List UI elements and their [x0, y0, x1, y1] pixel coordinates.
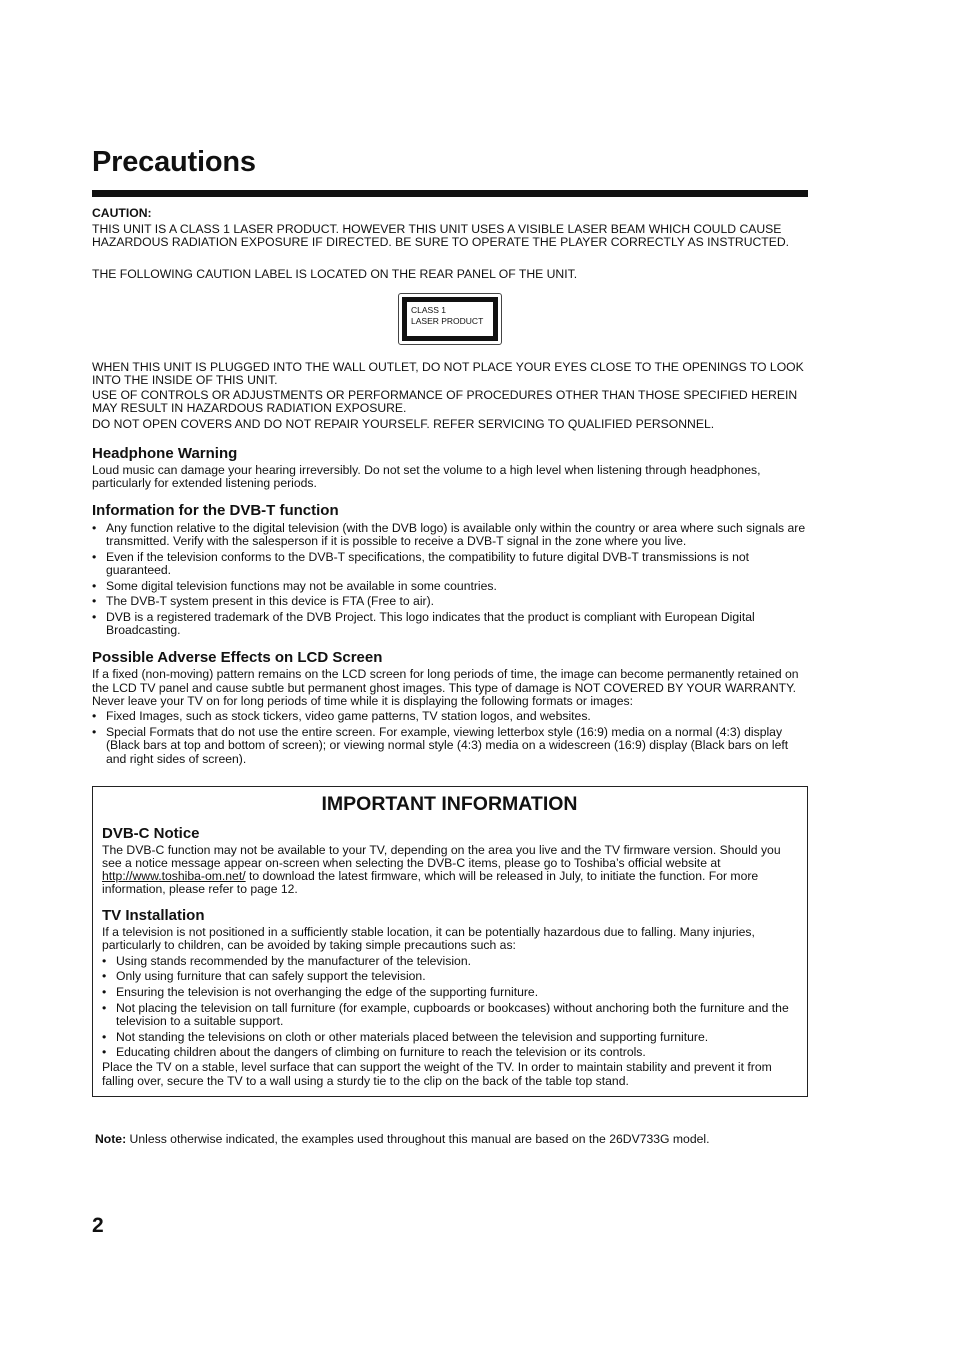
- list-item: • Any function relative to the digital television (with the DVB logo) is available only within the country or area where such signals are transmitted. Verify with the salesperson if it is possible to receive a DVB-T signal in the zone where you live.: [92, 522, 808, 548]
- caution-label-notice: THE FOLLOWING CAUTION LABEL IS LOCATED ON THE REAR PANEL OF THE UNIT.: [92, 266, 578, 281]
- caution-heading: CAUTION:: [92, 206, 152, 220]
- lcd-list: [92, 710, 808, 765]
- list-item: • Not placing the television on tall furniture (for example, cupboards or bookcases) without anchoring both the furniture and the television to a suitable support.: [102, 1002, 797, 1028]
- tv-installation-text: If a television is not positioned in a sufficiently stable location, it can be potentially hazardous due to falling. Many injuries, particularly to children, can be avoided by taking simple precautions such as:: [102, 924, 755, 952]
- main-content: [92, 207, 808, 1146]
- page-title: Precautions: [92, 146, 256, 178]
- laser-label-line2: LASER PRODUCT: [411, 315, 484, 326]
- list-item: • Special Formats that do not use the entire screen. For example, viewing letterbox style (16:9) media on a normal (4:3) display (Black bars at top and bottom of screen); or viewing normal style (4:3) media on a widescreen (16:9) display (Black bars on left and right sides of screen).: [92, 726, 808, 766]
- dvbc-text: [102, 844, 797, 897]
- laser-label-wrap: [92, 293, 808, 345]
- caution-warning: USE OF CONTROLS OR ADJUSTMENTS OR PERFORMANCE OF PROCEDURES OTHER THAN THOSE SPECIFIED HEREIN MAY RESULT IN HAZARDOUS RADIATION EXPOSURE.: [92, 388, 798, 416]
- list-item: • DVB is a registered trademark of the DVB Project. This logo indicates that the product is compliant with European Digital Broadcasting.: [92, 611, 808, 637]
- important-info-box: [92, 786, 808, 1097]
- laser-caution-label: [398, 293, 502, 345]
- list-item: • Not standing the televisions on cloth or other materials placed between the television and supporting furniture.: [102, 1031, 797, 1044]
- list-item: • Educating children about the dangers of climbing on furniture to reach the television or its controls.: [102, 1046, 797, 1059]
- tv-installation-heading: TV Installation: [102, 906, 205, 924]
- tv-installation-closing: Place the TV on a stable, level surface that can support the weight of the TV. In order to maintain stability and prevent it from falling over, secure the TV to a wall using a sturdy tie to the clip on the back of the table top stand.: [102, 1060, 772, 1088]
- list-item: • Even if the television conforms to the DVB-T specifications, the compatibility to future digital DVB-T transmissions is not guaranteed.: [92, 551, 808, 577]
- laser-label-line1: CLASS 1: [411, 304, 446, 315]
- note: [92, 1133, 808, 1146]
- note-label: Note:: [95, 1131, 127, 1146]
- lcd-heading: Possible Adverse Effects on LCD Screen: [92, 649, 383, 667]
- list-item: • Some digital television functions may not be available in some countries.: [92, 580, 808, 593]
- list-item: • Ensuring the television is not overhanging the edge of the supporting furniture.: [102, 986, 797, 999]
- caution-warning: DO NOT OPEN COVERS AND DO NOT REPAIR YOURSELF. REFER SERVICING TO QUALIFIED PERSONNEL.: [92, 416, 715, 431]
- list-item: • Only using furniture that can safely support the television.: [102, 970, 797, 983]
- list-item: • The DVB-T system present in this device is FTA (Free to air).: [92, 595, 808, 608]
- page-number: 2: [92, 1214, 104, 1237]
- tv-installation-list: [102, 955, 797, 1060]
- dvbc-heading: DVB-C Notice: [102, 824, 200, 842]
- dvbt-list: [92, 522, 808, 638]
- caution-text: THIS UNIT IS A CLASS 1 LASER PRODUCT. HOWEVER THIS UNIT USES A VISIBLE LASER BEAM WHICH COULD CAUSE HAZARDOUS RADIATION EXPOSURE IF DIRECTED. BE SURE TO OPERATE THE PLAYER CORRECTLY AS INSTRUCTED.: [92, 222, 790, 250]
- dvbt-heading: Information for the DVB-T function: [92, 502, 339, 520]
- headphone-text: Loud music can damage your hearing irreversibly. Do not set the volume to a high level when listening through headphones, particularly for extended listening periods.: [92, 462, 761, 491]
- toshiba-website-link[interactable]: http://www.toshiba-om.net/: [102, 869, 246, 884]
- title-rule: [92, 190, 808, 197]
- lcd-text: If a fixed (non-moving) pattern remains on the LCD screen for long periods of time, the image can become permanently retained on the LCD TV panel and cause subtle but permanent ghost images. This type of damage is NOT COVERED BY YOUR WARRANTY. Never leave your TV on for long periods of time while it is displaying the following formats or images:: [92, 667, 799, 708]
- important-info-title: IMPORTANT INFORMATION: [321, 792, 578, 815]
- note-text: Unless otherwise indicated, the examples used throughout this manual are based on the 26DV733G model.: [126, 1131, 710, 1146]
- laser-label-inner: [402, 297, 498, 341]
- dvbc-text-before: The DVB-C function may not be available to your TV, depending on the area you live and the TV firmware version. Should you see a notice message appear on-screen when selecting the DVB-C items, please go to Toshiba’s official website at: [102, 842, 781, 870]
- caution-warning: WHEN THIS UNIT IS PLUGGED INTO THE WALL OUTLET, DO NOT PLACE YOUR EYES CLOSE TO THE OPENINGS TO LOOK INTO THE INSIDE OF THIS UNIT.: [92, 359, 804, 388]
- list-item: • Using stands recommended by the manufacturer of the television.: [102, 955, 797, 968]
- list-item: • Fixed Images, such as stock tickers, video game patterns, TV station logos, and websites.: [92, 710, 808, 723]
- headphone-heading: Headphone Warning: [92, 444, 238, 462]
- dvbc-text-after: to download the latest firmware, which will be released in July, to initiate the function. For more information, please refer to page 12.: [102, 869, 759, 897]
